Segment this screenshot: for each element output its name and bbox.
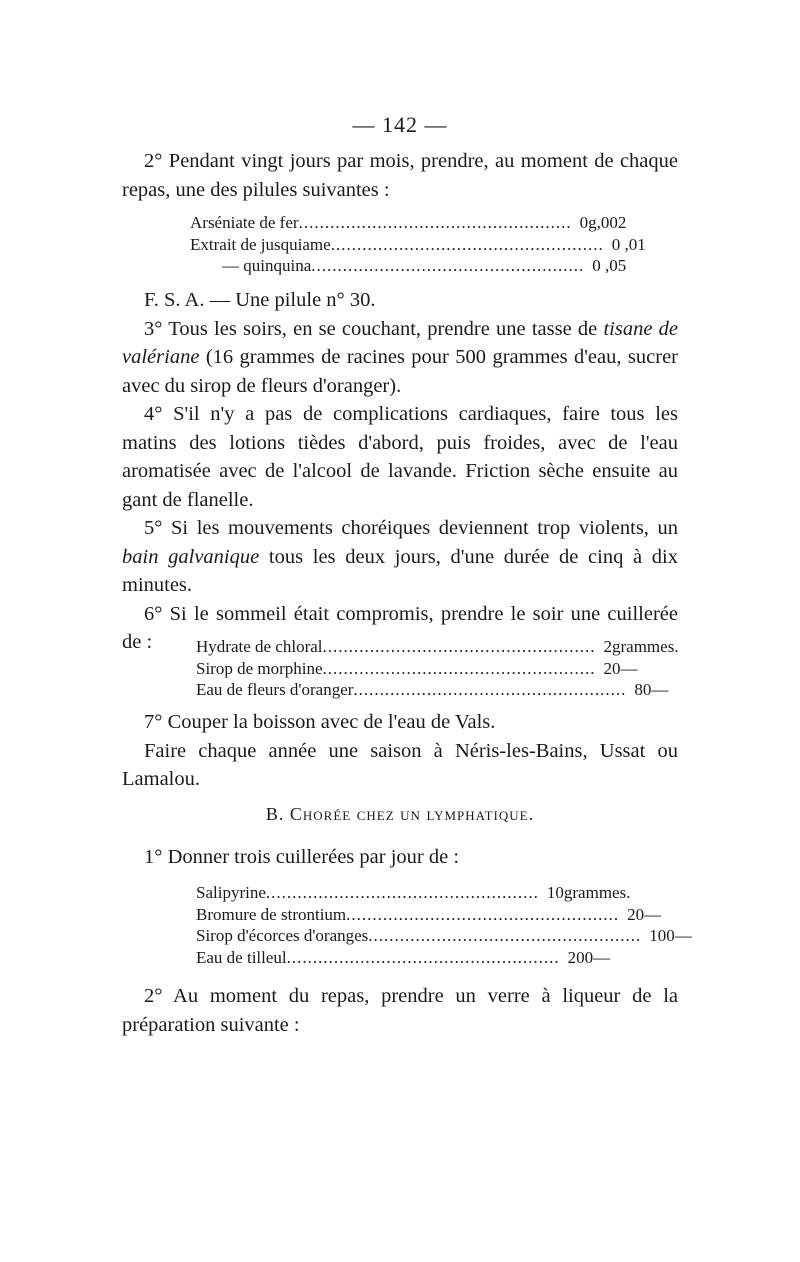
paragraph-b2 bbox=[122, 982, 678, 1039]
paragraph-2-text: 2° Pendant vingt jours par mois, prendre, au moment de chaque repas, une des pilules suivantes : bbox=[122, 150, 678, 201]
paragraph-5: 5° Si les mouvements choréiques deviennent trop violents, un bain galvanique tous les deux jours, d'une durée de cinq à dix minutes. bbox=[122, 517, 678, 596]
paragraph-b1-text: 1° Donner trois cuillerées par jour de : bbox=[144, 846, 460, 868]
ingredient-name: — quinquina bbox=[222, 256, 312, 275]
ingredient-unit: — bbox=[593, 947, 611, 967]
ingredient-unit: — bbox=[644, 904, 662, 924]
ingredient-name: Arséniate de fer bbox=[190, 213, 299, 232]
prescription-row: Arséniate de fer.................................................... 0g,002 bbox=[190, 212, 630, 234]
paragraph-b2-text: 2° Au moment du repas, prendre un verre à liqueur de la préparation suivante : bbox=[122, 985, 678, 1036]
ingredient-name: Bromure de strontium bbox=[196, 904, 347, 924]
ingredient-quantity: 0g,002 bbox=[579, 213, 627, 232]
page-number: — 142 — bbox=[352, 112, 448, 137]
pills-prescription bbox=[190, 212, 646, 277]
prescription-row: Eau de tilleul.................................................... 200 — bbox=[196, 947, 620, 969]
bain-italic: bain galvanique bbox=[122, 545, 260, 568]
paragraphs-block-1 bbox=[122, 286, 678, 657]
prescription-row: — quinquina.................................................... 0 ,05 bbox=[190, 255, 630, 277]
paragraph-8: Faire chaque année une saison à Néris-les-Bains, Ussat ou Lamalou. bbox=[122, 739, 678, 790]
ingredient-name: Hydrate de chloral bbox=[196, 637, 323, 656]
section-heading: B. Chorée chez un lymphatique. bbox=[265, 804, 535, 824]
ingredient-unit: — bbox=[620, 658, 638, 678]
ingredient-quantity: 0 ,05 bbox=[592, 256, 627, 275]
ingredient-quantity: 100 bbox=[649, 926, 675, 945]
ingredient-quantity: 20 bbox=[627, 904, 645, 924]
paragraph-6: 6° Si le sommeil était compromis, prendre le soir une cuillerée de : bbox=[122, 602, 678, 653]
ingredient-unit: — bbox=[674, 926, 692, 945]
ingredient-unit: grammes. bbox=[612, 637, 679, 656]
potion-prescription bbox=[196, 636, 679, 701]
ingredient-name: Eau de tilleul bbox=[196, 947, 287, 967]
prescription-row: Hydrate de chloral.................................................... 2 grammes. bbox=[196, 637, 679, 656]
fsa-line: F. S. A. — Une pilule n° 30. bbox=[144, 289, 376, 311]
paragraph-b1 bbox=[122, 843, 678, 872]
paragraphs-block-2 bbox=[122, 708, 678, 794]
ingredient-unit: grammes. bbox=[563, 883, 631, 902]
prescription-row: Eau de fleurs d'oranger.................................................... 80 — bbox=[196, 680, 669, 699]
ingredient-quantity: 10 bbox=[546, 883, 564, 902]
ingredient-name: Sirop de morphine bbox=[196, 658, 323, 678]
prescription-row: Sirop d'écorces d'oranges.................................................... 100 — bbox=[196, 926, 692, 945]
prescription-row: Bromure de strontium.................................................... 20 — bbox=[196, 904, 662, 924]
ingredient-quantity: 20 bbox=[603, 658, 621, 678]
prescription-row: Sirop de morphine.................................................... 20 — bbox=[196, 658, 638, 678]
ingredient-quantity: 2 bbox=[603, 637, 612, 656]
ingredient-quantity: 80 bbox=[634, 680, 652, 699]
prescription-row: Extrait de jusquiame.................................................... 0 ,01 bbox=[190, 234, 646, 254]
paragraph-7: 7° Couper la boisson avec de l'eau de Vals. bbox=[144, 711, 496, 733]
ingredient-name: Salipyrine bbox=[196, 883, 266, 902]
tisane-italic: tisane de valériane bbox=[122, 317, 678, 368]
paragraph-3: 3° Tous les soirs, en se couchant, prendre une tasse de tisane de valériane (16 grammes de racines pour 500 grammes d'eau, sucrer avec du sirop de fleurs d'oranger). bbox=[122, 317, 678, 397]
mixture-prescription bbox=[196, 882, 692, 968]
ingredient-quantity: 200 bbox=[567, 947, 594, 967]
ingredient-name: Sirop d'écorces d'oranges bbox=[196, 926, 369, 945]
prescription-row: Salipyrine.................................................... 10 grammes. bbox=[196, 883, 631, 902]
paragraph-4: 4° S'il n'y a pas de complications cardiaques, faire tous les matins des lotions tièdes d'abord, puis froides, avec de l'eau aromatisée avec de l'alcool de lavande. Friction sèche ensuite au gant de flanelle. bbox=[122, 403, 678, 511]
ingredient-name: Eau de fleurs d'oranger bbox=[196, 680, 354, 699]
ingredient-name: Extrait de jusquiame bbox=[190, 234, 331, 254]
ingredient-quantity: 0 ,01 bbox=[611, 234, 646, 254]
ingredient-unit: — bbox=[651, 680, 669, 699]
paragraph-2 bbox=[122, 147, 678, 204]
